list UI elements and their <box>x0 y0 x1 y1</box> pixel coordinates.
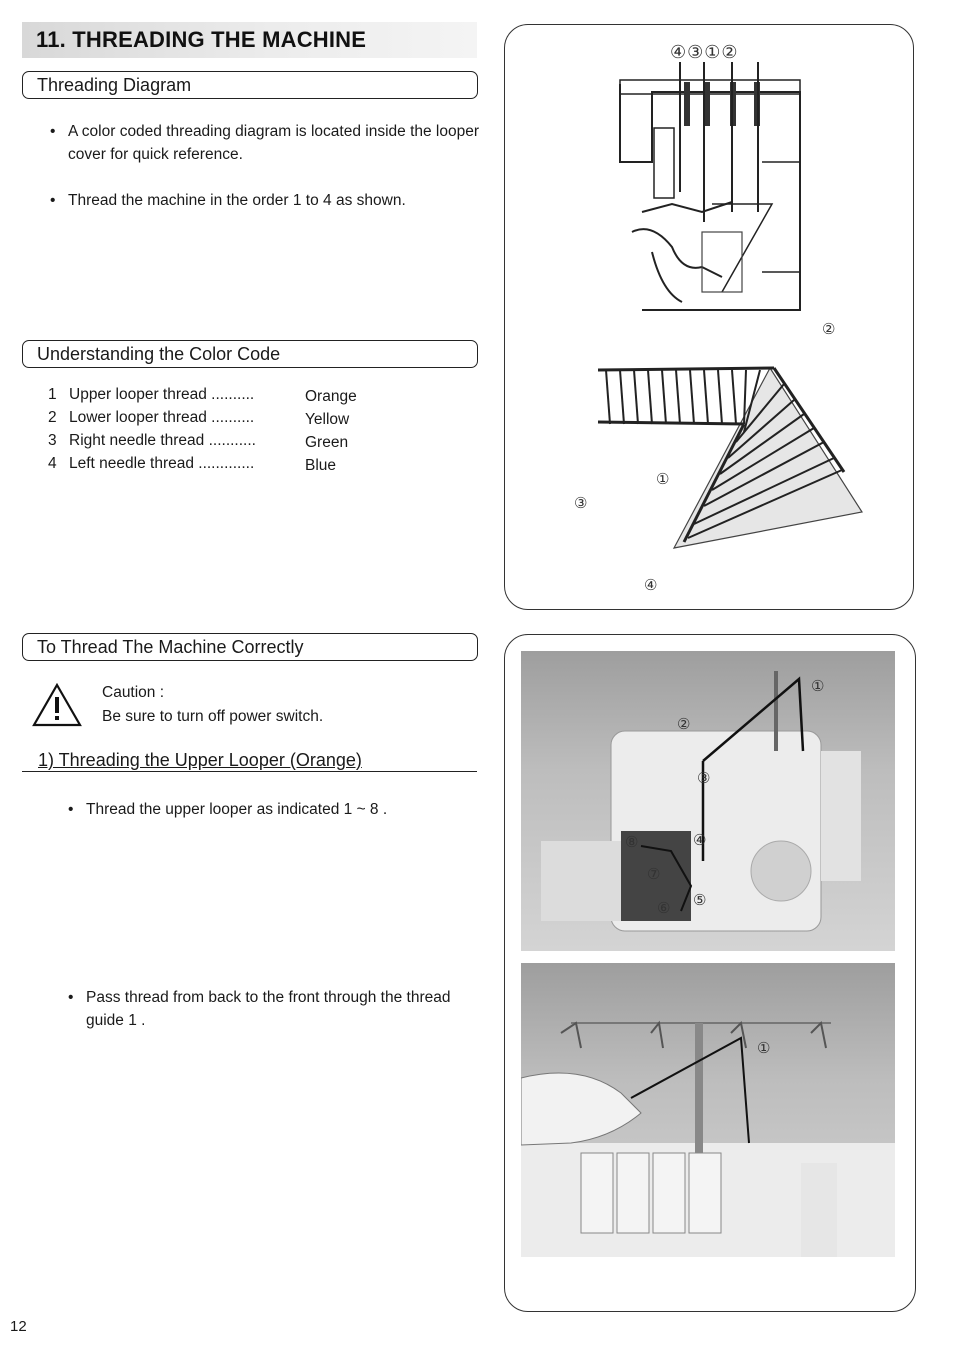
list-item: 1 Upper looper thread .......... Orange <box>48 386 357 405</box>
section-title: Threading Diagram <box>37 75 192 95</box>
list-item: 4 Left needle thread ............. Blue <box>48 455 337 474</box>
machine-threading-illustration <box>612 62 812 314</box>
page-number: 12 <box>10 1318 27 1335</box>
photo-label: ③ <box>697 770 711 787</box>
photo-label: ⑥ <box>657 900 671 917</box>
section-header-color-code <box>22 340 478 368</box>
bullet-color-diagram: • A color coded threading diagram is located inside the looper cover for quick reference. <box>50 123 480 163</box>
page-title-bar <box>22 22 477 58</box>
warning-icon <box>32 683 82 727</box>
section-header-threading-diagram <box>22 71 478 99</box>
list-item: 3 Right needle thread ........... Green <box>48 432 349 451</box>
serger-machine-image <box>521 651 895 951</box>
stitch-label-3: ③ <box>574 495 588 512</box>
thread-guide-photo <box>521 963 895 1257</box>
stitch-label-4: ④ <box>644 577 658 594</box>
upper-looper-threading-photo <box>521 651 895 951</box>
stitch-label-1: ① <box>656 471 670 488</box>
subheading-rule <box>22 771 477 772</box>
section-title: Understanding the Color Code <box>37 344 281 364</box>
photo-label: ① <box>811 678 825 695</box>
bullet-upper-looper: • Thread the upper looper as indicated 1 ~ 8 . <box>68 801 388 818</box>
thread-guide-image <box>521 963 895 1257</box>
overlock-stitch-illustration <box>594 362 866 552</box>
caution-title: Caution : <box>102 684 165 701</box>
page-title: 11. THREADING THE MACHINE <box>36 27 367 52</box>
bullet-thread-guide: • Pass thread from back to the front through the thread guide 1 . <box>68 989 451 1029</box>
subheading-upper-looper: 1) Threading the Upper Looper (Orange) <box>38 750 362 770</box>
list-item: 2 Lower looper thread .......... Yellow <box>48 409 350 428</box>
photo-label: ⑧ <box>625 834 639 851</box>
caution-text: Be sure to turn off power switch. <box>102 708 324 725</box>
diagram-thread-order-label: ④③①② <box>670 42 739 62</box>
photo-label: ② <box>677 716 691 733</box>
photo-label: ④ <box>693 832 707 849</box>
section-title: To Thread The Machine Correctly <box>37 637 304 657</box>
section-header-thread-correctly <box>22 633 478 661</box>
bullet-thread-order: • Thread the machine in the order 1 to 4 as shown. <box>50 192 406 209</box>
photo-label: ① <box>757 1040 771 1057</box>
stitch-label-2: ② <box>822 321 836 338</box>
photo-label: ⑦ <box>647 866 661 883</box>
color-code-table <box>48 386 408 478</box>
photo-label: ⑤ <box>693 892 707 909</box>
